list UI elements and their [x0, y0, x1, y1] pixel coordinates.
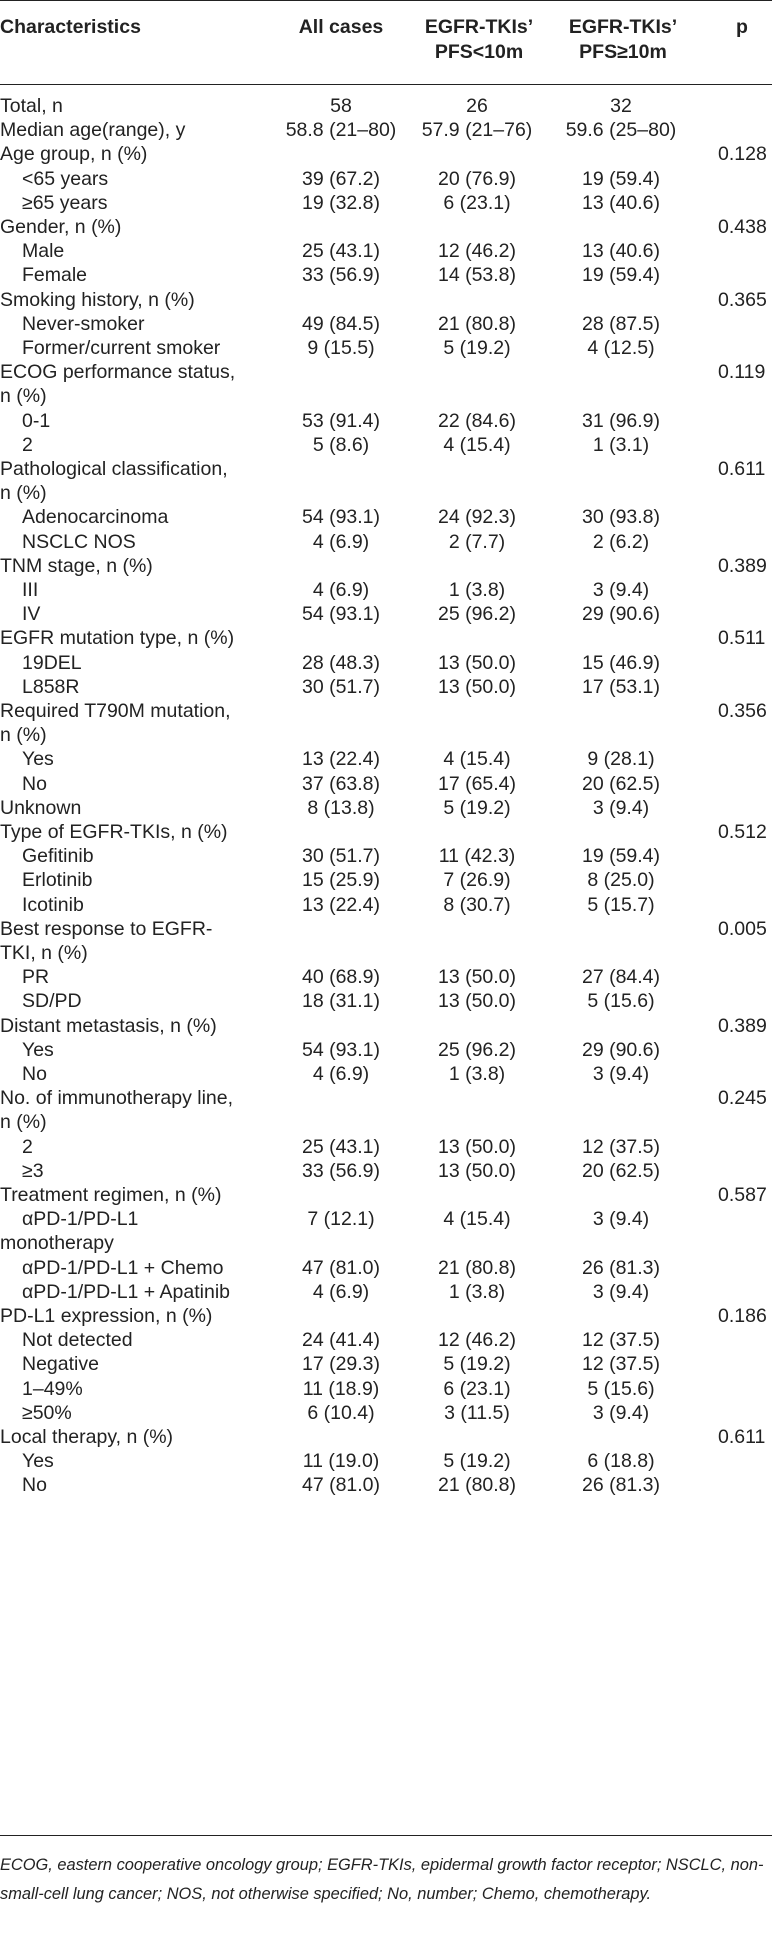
row-label: Required T790M mutation,	[0, 700, 231, 722]
cell-pfs-ge10: 19 (59.4)	[581, 845, 661, 868]
cell-pfs-lt10: 1 (3.8)	[448, 1280, 506, 1303]
row-label: 2	[22, 433, 33, 456]
row-label: n (%)	[0, 724, 47, 747]
cell-p-value: 0.438	[718, 216, 767, 238]
cell-pfs-ge10: 19 (59.4)	[581, 167, 661, 190]
cell-pfs-lt10: 6 (23.1)	[443, 191, 511, 214]
cell-all-cases: 4 (6.9)	[312, 1063, 370, 1085]
cell-p-value: 0.128	[718, 143, 767, 166]
cell-all-cases: 33 (56.9)	[301, 264, 381, 287]
cell-pfs-ge10: 5 (15.6)	[587, 990, 655, 1013]
cell-pfs-lt10: 12 (46.2)	[437, 1329, 517, 1352]
cell-pfs-ge10: 28 (87.5)	[581, 312, 661, 335]
cell-pfs-lt10: 1 (3.8)	[448, 1063, 506, 1085]
cell-pfs-lt10: 5 (19.2)	[443, 337, 511, 359]
cell-pfs-ge10: 5 (15.7)	[587, 893, 655, 916]
row-label: Age group, n (%)	[0, 143, 148, 166]
cell-all-cases: 8 (13.8)	[307, 796, 375, 819]
cell-all-cases: 5 (8.6)	[312, 433, 370, 456]
row-label: Negative	[22, 1353, 99, 1376]
cell-pfs-ge10: 9 (28.1)	[587, 748, 655, 771]
cell-pfs-lt10: 13 (50.0)	[437, 990, 517, 1013]
cell-pfs-lt10: 5 (19.2)	[443, 796, 511, 819]
cell-pfs-lt10: 4 (15.4)	[443, 748, 511, 771]
cell-pfs-lt10: 13 (50.0)	[437, 675, 517, 698]
cell-all-cases: 39 (67.2)	[301, 167, 381, 190]
cell-all-cases: 11 (18.9)	[302, 1377, 380, 1400]
cell-all-cases: 24 (41.4)	[301, 1329, 381, 1352]
cell-pfs-ge10: 13 (40.6)	[581, 240, 661, 263]
cell-pfs-ge10: 3 (9.4)	[592, 1401, 650, 1424]
row-label: ≥3	[22, 1159, 44, 1182]
cell-pfs-ge10: 29 (90.6)	[581, 1038, 661, 1061]
row-label: Median age(range), y	[0, 119, 186, 142]
cell-pfs-lt10: 4 (15.4)	[443, 1208, 511, 1231]
cell-p-value: 0.389	[718, 1014, 767, 1037]
cell-all-cases: 11 (19.0)	[302, 1450, 380, 1473]
cell-all-cases: 47 (81.0)	[301, 1474, 381, 1497]
cell-pfs-lt10: 12 (46.2)	[437, 240, 517, 263]
cell-pfs-lt10: 57.9 (21–76)	[421, 119, 533, 142]
cell-pfs-ge10: 12 (37.5)	[581, 1329, 661, 1352]
cell-all-cases: 15 (25.9)	[301, 869, 381, 892]
row-label: TNM stage, n (%)	[0, 554, 153, 577]
cell-all-cases: 37 (63.8)	[301, 772, 381, 795]
cell-pfs-ge10: 20 (62.5)	[581, 1159, 661, 1182]
row-label: 0-1	[22, 409, 51, 432]
row-label: Smoking history, n (%)	[0, 288, 195, 311]
cell-p-value: 0.365	[718, 288, 767, 311]
cell-p-value: 0.245	[718, 1087, 767, 1110]
row-label: αPD-1/PD-L1 + Apatinib	[22, 1280, 231, 1303]
cell-all-cases: 49 (84.5)	[301, 312, 381, 335]
cell-all-cases: 6 (10.4)	[307, 1401, 375, 1424]
cell-all-cases: 18 (31.1)	[301, 990, 381, 1013]
row-label: No	[22, 1474, 47, 1497]
row-label: 1–49%	[22, 1377, 83, 1400]
cell-pfs-lt10: 5 (19.2)	[443, 1450, 511, 1473]
header-p: p	[736, 16, 748, 38]
cell-pfs-lt10: 13 (50.0)	[437, 1135, 517, 1158]
row-label: Best response to EGFR-	[0, 917, 213, 940]
cell-all-cases: 25 (43.1)	[301, 240, 381, 263]
row-label: Adenocarcinoma	[22, 506, 169, 529]
row-label: No. of immunotherapy line,	[0, 1087, 234, 1110]
cell-pfs-ge10: 13 (40.6)	[581, 191, 661, 214]
cell-p-value: 0.587	[718, 1184, 767, 1206]
cell-pfs-lt10: 26	[466, 95, 488, 117]
cell-all-cases: 7 (12.1)	[307, 1208, 375, 1231]
cell-p-value: 0.356	[718, 700, 767, 722]
cell-pfs-ge10: 3 (9.4)	[592, 1280, 650, 1303]
cell-pfs-lt10: 24 (92.3)	[437, 506, 517, 529]
cell-pfs-lt10: 17 (65.4)	[437, 772, 517, 795]
cell-all-cases: 47 (81.0)	[301, 1256, 381, 1279]
row-label: 2	[22, 1135, 33, 1158]
cell-all-cases: 40 (68.9)	[301, 966, 381, 989]
row-label: NSCLC NOS	[22, 530, 136, 553]
cell-pfs-ge10: 4 (12.5)	[587, 337, 655, 359]
cell-all-cases: 13 (22.4)	[301, 893, 381, 916]
cell-pfs-ge10: 2 (6.2)	[592, 530, 650, 553]
cell-p-value: 0.611	[718, 1426, 766, 1448]
row-label: No	[22, 772, 47, 795]
header-pfs-lt10-line1: EGFR-TKIs’	[424, 16, 534, 38]
cell-all-cases: 54 (93.1)	[301, 1038, 381, 1061]
row-label: Not detected	[22, 1329, 133, 1352]
cell-all-cases: 4 (6.9)	[312, 579, 370, 601]
cell-pfs-ge10: 8 (25.0)	[587, 869, 655, 892]
cell-pfs-ge10: 59.6 (25–80)	[565, 119, 677, 142]
header-all-cases: All cases	[298, 16, 384, 38]
row-label: Type of EGFR-TKIs, n (%)	[0, 821, 228, 843]
cell-pfs-lt10: 2 (7.7)	[448, 530, 506, 553]
row-label: αPD-1/PD-L1	[22, 1208, 139, 1231]
header-pfs-ge10-line1: EGFR-TKIs’	[568, 16, 678, 38]
header-pfs-lt10-line2: PFS<10m	[434, 41, 524, 63]
cell-p-value: 0.511	[718, 627, 766, 650]
cell-pfs-ge10: 15 (46.9)	[581, 651, 661, 674]
cell-pfs-ge10: 29 (90.6)	[581, 603, 661, 626]
cell-pfs-lt10: 8 (30.7)	[443, 893, 511, 916]
row-label: Female	[22, 264, 88, 287]
row-label: TKI, n (%)	[0, 942, 88, 964]
cell-pfs-lt10: 21 (80.8)	[437, 312, 517, 335]
cell-all-cases: 54 (93.1)	[301, 603, 381, 626]
cell-pfs-ge10: 30 (93.8)	[581, 506, 661, 529]
row-label: IV	[22, 603, 41, 626]
row-label: No	[22, 1063, 47, 1085]
cell-pfs-ge10: 17 (53.1)	[581, 675, 661, 698]
cell-all-cases: 30 (51.7)	[301, 675, 381, 698]
cell-all-cases: 33 (56.9)	[301, 1159, 381, 1182]
cell-pfs-lt10: 22 (84.6)	[437, 409, 517, 432]
table-body	[0, 85, 772, 1852]
cell-all-cases: 9 (15.5)	[307, 337, 375, 359]
cell-pfs-lt10: 4 (15.4)	[443, 433, 511, 456]
row-label: Former/current smoker	[22, 337, 221, 359]
cell-pfs-lt10: 13 (50.0)	[437, 1159, 517, 1182]
header-pfs-lt10	[406, 15, 552, 65]
row-label: Male	[22, 240, 65, 263]
cell-p-value: 0.186	[718, 1305, 767, 1327]
cell-pfs-ge10: 26 (81.3)	[581, 1474, 661, 1497]
cell-pfs-lt10: 25 (96.2)	[437, 1038, 517, 1061]
header-pfs-ge10-line2: PFS≥10m	[579, 41, 667, 63]
cell-pfs-lt10: 13 (50.0)	[437, 966, 517, 989]
cell-p-value: 0.611	[718, 458, 766, 480]
cell-pfs-lt10: 13 (50.0)	[437, 651, 517, 674]
row-label: Gefitinib	[22, 845, 94, 868]
cell-pfs-ge10: 26 (81.3)	[581, 1256, 661, 1279]
cell-all-cases: 4 (6.9)	[312, 1280, 370, 1303]
cell-all-cases: 58	[330, 95, 352, 117]
cell-all-cases: 53 (91.4)	[301, 409, 381, 432]
row-label: monotherapy	[0, 1232, 114, 1255]
cell-all-cases: 13 (22.4)	[301, 748, 381, 771]
table-footnote: ECOG, eastern cooperative oncology group; EGFR-TKIs, epidermal growth factor receptor; NSCLC, non-small-cell lung cancer; NOS, not otherwise specified; No, number; Chemo, chemotherapy.	[0, 1856, 764, 1903]
cell-all-cases: 19 (32.8)	[301, 191, 381, 214]
cell-all-cases: 4 (6.9)	[312, 530, 370, 553]
row-label: n (%)	[0, 385, 47, 408]
row-label: <65 years	[22, 167, 109, 190]
cell-all-cases: 25 (43.1)	[301, 1135, 381, 1158]
row-label: Icotinib	[22, 893, 84, 916]
cell-pfs-lt10: 11 (42.3)	[438, 845, 516, 868]
cell-pfs-ge10: 3 (9.4)	[592, 1063, 650, 1085]
cell-pfs-ge10: 31 (96.9)	[581, 409, 661, 432]
table-header	[0, 0, 772, 85]
row-label: Total, n	[0, 95, 63, 117]
row-label: Local therapy, n (%)	[0, 1426, 174, 1448]
header-characteristics: Characteristics	[0, 16, 141, 38]
cell-pfs-ge10: 6 (18.8)	[587, 1450, 655, 1473]
row-label: L858R	[22, 675, 80, 698]
row-label: 19DEL	[22, 651, 82, 674]
cell-pfs-lt10: 5 (19.2)	[443, 1353, 511, 1376]
row-label: Yes	[22, 748, 54, 771]
row-label: ECOG performance status,	[0, 361, 236, 384]
row-label: ≥50%	[22, 1401, 72, 1424]
row-label: n (%)	[0, 1111, 47, 1134]
cell-p-value: 0.005	[718, 917, 767, 940]
row-label: Yes	[22, 1038, 54, 1061]
row-label: Never-smoker	[22, 312, 145, 335]
cell-all-cases: 17 (29.3)	[301, 1353, 381, 1376]
row-label: PR	[22, 966, 50, 989]
cell-all-cases: 54 (93.1)	[301, 506, 381, 529]
cell-all-cases: 28 (48.3)	[301, 651, 381, 674]
cell-pfs-ge10: 12 (37.5)	[581, 1353, 661, 1376]
row-label: Gender, n (%)	[0, 216, 122, 238]
cell-pfs-lt10: 1 (3.8)	[448, 579, 506, 601]
cell-p-value: 0.389	[718, 554, 767, 577]
cell-pfs-ge10: 3 (9.4)	[592, 1208, 650, 1231]
row-label: Distant metastasis, n (%)	[0, 1014, 217, 1037]
cell-pfs-ge10: 19 (59.4)	[581, 264, 661, 287]
cell-pfs-ge10: 27 (84.4)	[581, 966, 661, 989]
cell-p-value: 0.119	[718, 361, 766, 384]
cell-all-cases: 30 (51.7)	[301, 845, 381, 868]
row-label: Pathological classification,	[0, 458, 228, 480]
cell-pfs-lt10: 21 (80.8)	[437, 1474, 517, 1497]
cell-all-cases: 58.8 (21–80)	[285, 119, 397, 142]
row-label: PD-L1 expression, n (%)	[0, 1305, 213, 1327]
row-label: Unknown	[0, 796, 82, 819]
cell-pfs-ge10: 3 (9.4)	[592, 579, 650, 601]
cell-pfs-lt10: 21 (80.8)	[437, 1256, 517, 1279]
cell-pfs-ge10: 5 (15.6)	[587, 1377, 655, 1400]
cell-pfs-lt10: 6 (23.1)	[443, 1377, 511, 1400]
cell-pfs-ge10: 20 (62.5)	[581, 772, 661, 795]
row-label: Yes	[22, 1450, 54, 1473]
cell-pfs-lt10: 14 (53.8)	[437, 264, 517, 287]
row-label: EGFR mutation type, n (%)	[0, 627, 235, 650]
cell-pfs-ge10: 3 (9.4)	[592, 796, 650, 819]
cell-pfs-lt10: 7 (26.9)	[443, 869, 511, 892]
row-label: Erlotinib	[22, 869, 93, 892]
row-label: n (%)	[0, 482, 47, 505]
cell-pfs-lt10: 20 (76.9)	[437, 167, 517, 190]
row-label: αPD-1/PD-L1 + Chemo	[22, 1256, 224, 1279]
bottom-rule	[0, 1835, 772, 1836]
row-label: ≥65 years	[22, 191, 108, 214]
row-label: III	[22, 579, 39, 601]
table-row	[0, 1471, 772, 1500]
cell-pfs-ge10: 1 (3.1)	[592, 433, 650, 456]
cell-pfs-lt10: 25 (96.2)	[437, 603, 517, 626]
cell-pfs-ge10: 32	[610, 95, 632, 117]
row-label: SD/PD	[22, 990, 82, 1013]
cell-pfs-ge10: 12 (37.5)	[581, 1135, 661, 1158]
row-label: Treatment regimen, n (%)	[0, 1184, 222, 1206]
cell-pfs-lt10: 3 (11.5)	[444, 1401, 510, 1424]
cell-p-value: 0.512	[718, 821, 767, 843]
header-pfs-ge10	[550, 15, 696, 65]
